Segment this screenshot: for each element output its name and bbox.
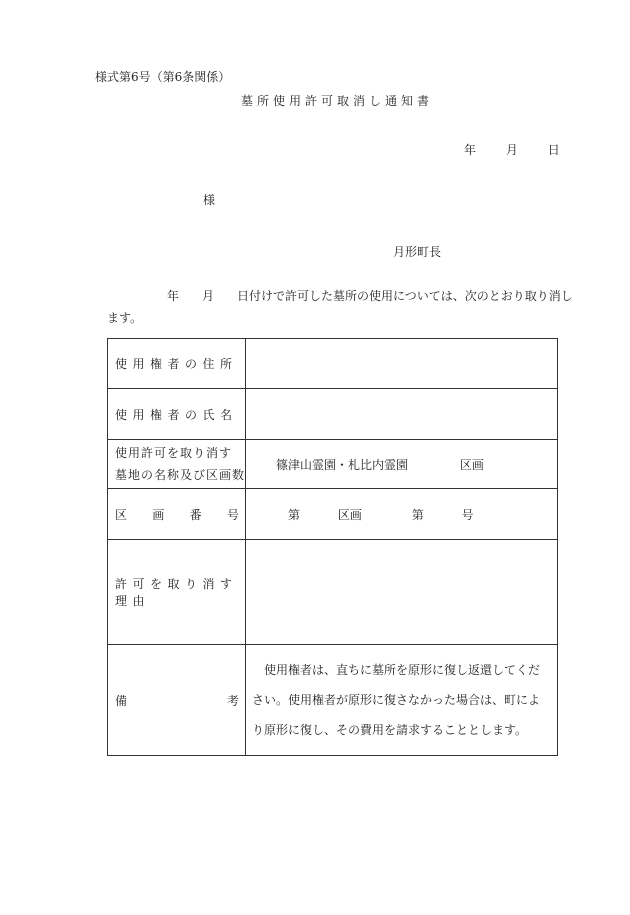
label-remarks: 備 考: [108, 645, 246, 756]
addressee-suffix: 様: [203, 193, 216, 207]
revocation-reason-field: [246, 540, 558, 645]
plot-number-field: 第 区画 第 号: [246, 489, 558, 540]
body-year: 年: [167, 289, 180, 303]
table-row: [108, 540, 558, 645]
remarks-text: 使用権者は、直ちに墓所を原形に復し返還してください。使用権者が原形に復さなかった場合は、町により原形に復し、その費用を請求することとします。: [246, 645, 558, 756]
label-revocation-reason: 許可を取り消す理由: [108, 540, 246, 645]
label-cemetery-name: 使用許可を取り消す 墓地の名称及び区画数: [108, 440, 246, 489]
issue-date: [464, 141, 560, 158]
cemetery-name-field: [246, 440, 558, 489]
date-day: 日: [547, 143, 560, 157]
issuer-name: 月形町長: [393, 245, 442, 259]
plot-count-unit: 区画: [459, 457, 484, 472]
date-month: 月: [505, 143, 518, 157]
label-holder-name: 使用権者の氏名: [108, 389, 246, 440]
document-title: 墓所使用許可取消し通知書: [241, 94, 434, 108]
holder-name-field: [246, 389, 558, 440]
table-row: [108, 440, 558, 489]
label-holder-address: 使用権者の住所: [108, 339, 246, 389]
body-month: 月: [202, 289, 215, 303]
cemetery-names: 篠津山霊園・札比内霊園: [276, 457, 409, 472]
body-line-1: 日付けで許可した墓所の使用については、次のとおり取り消し: [237, 289, 573, 303]
holder-address-field: [246, 339, 558, 389]
table-row: [108, 489, 558, 540]
body-line-2: ます。: [107, 311, 143, 325]
form-number: 様式第6号（第6条関係）: [95, 70, 231, 84]
revocation-form-table: [107, 338, 558, 756]
date-year: 年: [464, 143, 477, 157]
label-plot-number: 区 画 番 号: [108, 489, 246, 540]
table-row: [108, 339, 558, 389]
table-row: [108, 389, 558, 440]
table-row: [108, 645, 558, 756]
